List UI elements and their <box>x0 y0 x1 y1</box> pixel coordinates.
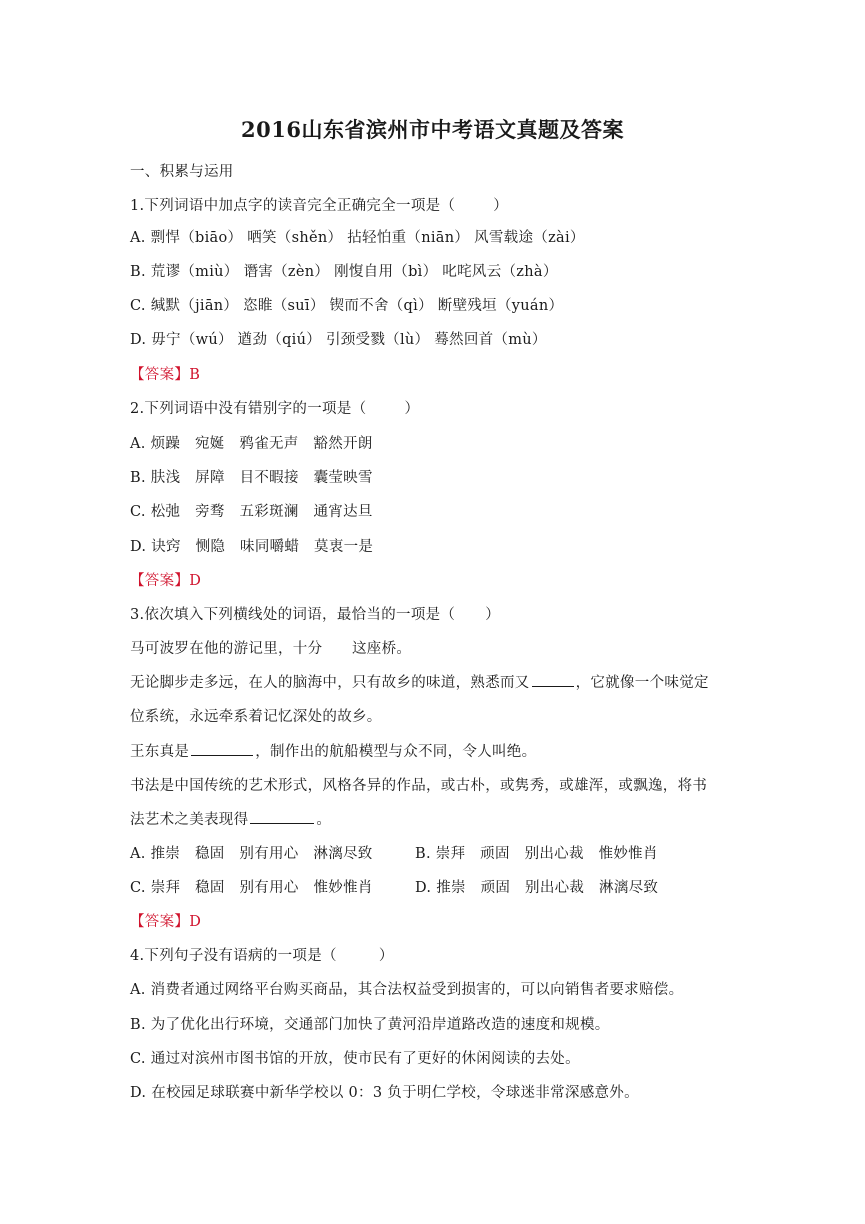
q3-sentence-4-cont: 法艺术之美表现得 。 <box>130 808 331 829</box>
q3-options-row-1 <box>130 842 730 863</box>
q3-sentence-4: 书法是中国传统的艺术形式，风格各异的作品，或古朴，或隽秀，或雄浑，或飘逸，将书 <box>130 778 708 794</box>
q3-answer: 【答案】D <box>130 914 202 930</box>
q2-answer: 【答案】D <box>130 573 202 589</box>
q3-sentence-2: 无论脚步走多远，在人的脑海中，只有故乡的味道，熟悉而又 ，它就像一个味觉定 <box>130 671 709 692</box>
q2-option-d: D. 诀窍 恻隐 味同嚼蜡 莫衷一是 <box>130 539 374 555</box>
fill-blank <box>532 672 574 687</box>
q2-option-c: C. 松弛 旁骛 五彩斑澜 通宵达旦 <box>130 504 373 520</box>
q2-option-a: A. 烦躁 宛娫 鸦雀无声 豁然开朗 <box>130 436 373 452</box>
q4-option-a: A. 消费者通过网络平台购买商品，其合法权益受到损害的，可以向销售者要求赔偿。 <box>130 982 684 998</box>
q1-option-c: C. 缄默（jiān） 恣睢（suī） 锲而不舍（qì） 断壁残垣（yuán） <box>130 298 564 314</box>
q3-option-c: C. 崇拜 稳固 别有用心 惟妙惟肖 <box>130 880 373 896</box>
q1-answer: 【答案】B <box>130 367 201 383</box>
fill-blank <box>250 809 314 824</box>
q1-option-a: A. 剽悍（biāo） 哂笑（shěn） 拈轻怕重（niān） 风雪载途（zài） <box>130 230 585 246</box>
q4-option-d: D. 在校园足球联赛中新华学校以 0：3 负于明仁学校，令球迷非常深感意外。 <box>130 1085 639 1101</box>
q1-option-d: D. 毋宁（wú） 遒劲（qiú） 引颈受戮（lù） 蓦然回首（mù） <box>130 332 547 348</box>
q4-option-c: C. 通过对滨州市图书馆的开放，使市民有了更好的休闲阅读的去处。 <box>130 1051 580 1067</box>
q4-stem: 4.下列句子没有语病的一项是（ ） <box>130 948 394 964</box>
q2-stem: 2.下列词语中没有错别字的一项是（ ） <box>130 401 420 417</box>
q1-stem: 1.下列词语中加点字的读音完全正确完全一项是（ ） <box>130 198 509 214</box>
q3-option-d: D. 推崇 顽固 别出心裁 淋漓尽致 <box>415 880 659 896</box>
section-heading: 一、积累与运用 <box>130 164 234 180</box>
q3-sentence-3: 王东真是 ，制作出的航船模型与众不同，令人叫绝。 <box>130 740 536 761</box>
q1-option-b: B. 荒谬（miù） 谮害（zèn） 刚愎自用（bì） 叱咤风云（zhà） <box>130 264 558 280</box>
q3-stem: 3.依次填入下列横线处的词语，最恰当的一项是（ ） <box>130 607 501 623</box>
q3-option-a: A. 推崇 稳固 别有用心 淋漓尽致 <box>130 846 373 862</box>
q3-option-b: B. 崇拜 顽固 别出心裁 惟妙惟肖 <box>415 846 658 862</box>
q3-options-row-2 <box>130 876 730 897</box>
document-title: 2016山东省滨州市中考语文真题及答案 <box>241 117 624 142</box>
q2-option-b: B. 肤浅 屏障 目不暇接 囊莹映雪 <box>130 470 373 486</box>
q3-sentence-2-cont: 位系统，永远牵系着记忆深处的故乡。 <box>130 709 382 725</box>
fill-blank <box>191 741 253 756</box>
q3-sentence-1: 马可波罗在他的游记里，十分 这座桥。 <box>130 641 412 657</box>
q4-option-b: B. 为了优化出行环境，交通部门加快了黄河沿岸道路改造的速度和规模。 <box>130 1017 610 1033</box>
